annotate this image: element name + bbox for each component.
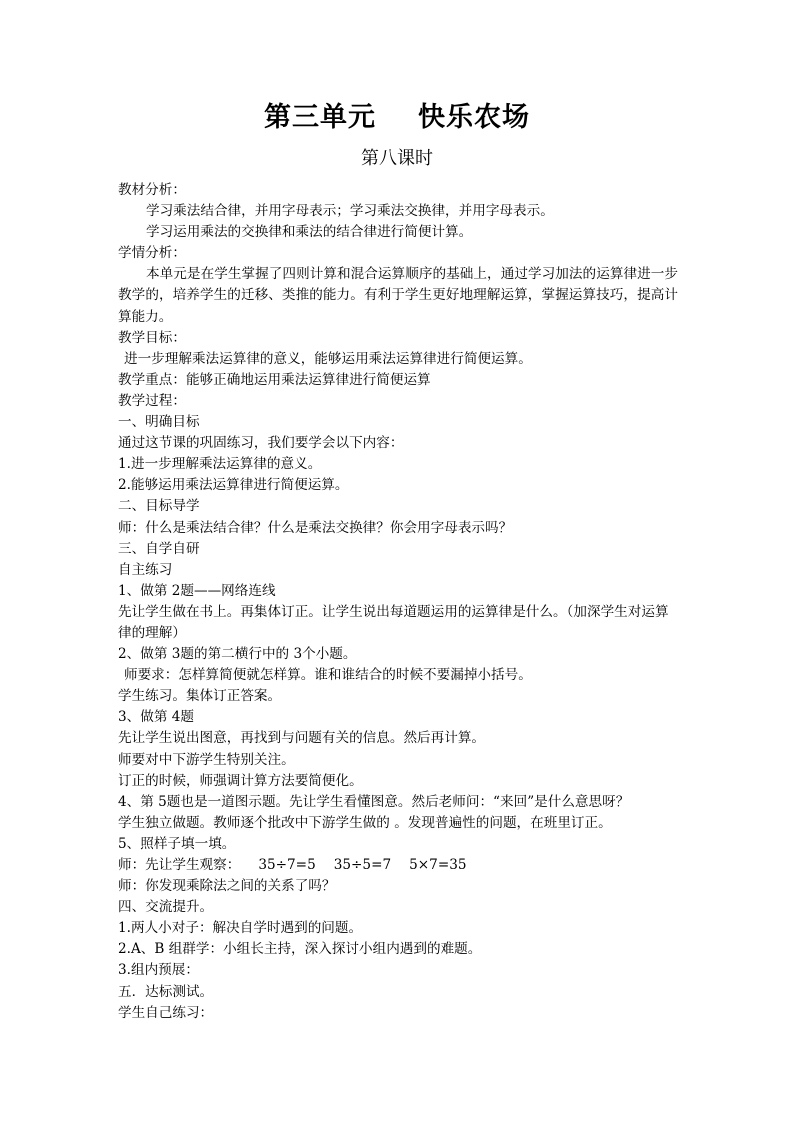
section-2-heading: 二、目标导学 (118, 498, 200, 515)
unit-title-number: 第三单元 (264, 102, 376, 133)
student-analysis-paragraph: 本单元是在学生掌握了四则计算和混合运算顺序的基础上，通过学习加法的运算律进一步教学的，培养学生的迁移、类推的能力。有利于学生更好地理解运算，掌握运算技巧，提高计算能力。 (118, 266, 678, 325)
unit-title (0, 98, 794, 138)
exercise-4-line-2: 学生独立做题。教师逐个批改中下游学生做的 。发现普遍性的问题，在班里订正。 (118, 814, 612, 831)
equation-2: 35÷5=7 (333, 857, 392, 873)
exercise-2-heading: 2、做第 3题的第二横行中的 3个小题。 (118, 646, 357, 663)
exercise-3-line-2: 师要对中下游学生特别关注。 (118, 751, 295, 768)
section-2-line-1: 师：什么是乘法结合律？什么是乘法交换律？你会用字母表示吗？ (118, 519, 513, 536)
lesson-subtitle: 第八课时 (361, 148, 433, 169)
material-line-1: 学习乘法结合律，并用字母表示；学习乘法交换律，并用字母表示。 (146, 203, 554, 220)
section-4-line-1: 1.两人小对子：解决自学时遇到的问题。 (118, 920, 363, 937)
section-1-heading: 一、明确目标 (118, 414, 200, 431)
section-4-line-3: 3.组内预展： (118, 962, 199, 979)
self-practice-heading: 自主练习 (118, 561, 173, 578)
heading-material-analysis: 教材分析： (118, 182, 186, 198)
lesson-body (118, 180, 678, 1024)
observe-prompt: 师：先让学生观察： (118, 857, 241, 873)
heading-teaching-goals: 教学目标： (118, 329, 186, 346)
exercise-3-line-3: 订正的时候，师强调计算方法要简便化。 (118, 772, 363, 789)
section-3-heading: 三、自学自研 (118, 540, 200, 557)
equation-1: 35÷7=5 (258, 857, 316, 873)
section-4-heading: 四、交流提升。 (118, 899, 214, 916)
section-1-line-1: 通过这节课的巩固练习，我们要学会以下内容： (118, 435, 404, 452)
exercise-5-question: 师：你发现乘除法之间的关系了吗？ (118, 878, 336, 895)
material-line-2: 学习运用乘法的交换律和乘法的结合律进行简便计算。 (146, 224, 473, 241)
unit-title-name: 快乐农场 (418, 102, 530, 133)
heading-student-analysis: 学情分析： (118, 245, 186, 262)
section-5-line-1: 学生自己练习： (118, 1004, 214, 1021)
exercise-3-heading: 3、做第 4题 (118, 709, 194, 726)
exercise-5-heading: 5、照样子填一填。 (118, 835, 236, 852)
exercise-3-line-1: 先让学生说出图意，再找到与问题有关的信息。然后再计算。 (118, 730, 486, 747)
section-5-heading: 五．达标测试。 (118, 983, 214, 1000)
teaching-focus: 教学重点：能够正确地运用乘法运算律进行简便运算 (118, 371, 431, 388)
exercise-2-requirement: 师要求：怎样算简便就怎样算。谁和谁结合的时候不要漏掉小括号。 (124, 667, 532, 684)
heading-teaching-process: 教学过程： (118, 392, 186, 409)
section-1-line-3: 2.能够运用乘法运算律进行简便运算。 (118, 477, 349, 494)
section-4-line-2: 2.A、B 组群学：小组长主持，深入探讨小组内遇到的难题。 (118, 941, 482, 958)
equation-3: 5×7=35 (409, 857, 467, 873)
teaching-goal-line: 进一步理解乘法运算律的意义，能够运用乘法运算律进行简便运算。 (124, 350, 532, 367)
exercise-1-paragraph: 先让学生做在书上。再集体订正。让学生说出每道题运用的运算律是什么。（加深学生对运算律的理解） (118, 603, 669, 641)
exercise-1-heading: 1、做第 2题——网络连线 (118, 582, 276, 599)
exercise-5-observe (118, 855, 678, 876)
section-1-line-2: 1.进一步理解乘法运算律的意义。 (118, 456, 322, 473)
exercise-4-line-1: 4、第 5题也是一道图示题。先让学生看懂图意。然后老师问：“来回”是什么意思呀？ (118, 793, 630, 810)
exercise-2-practice: 学生练习。集体订正答案。 (118, 688, 282, 705)
